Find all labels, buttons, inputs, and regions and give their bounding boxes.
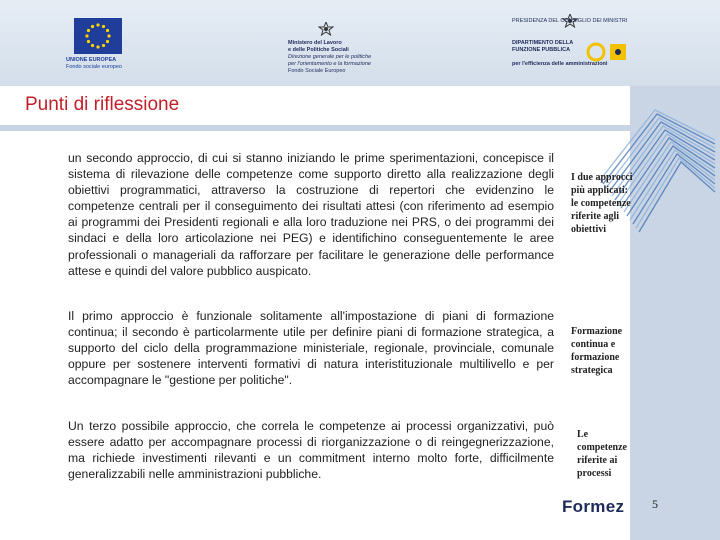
eu-name: UNIONE EUROPEA	[66, 57, 117, 63]
presidency-name: PRESIDENZA DEL CONSIGLIO DEI MINISTRI	[512, 18, 628, 24]
republic-emblem-icon	[318, 22, 334, 36]
title-rule	[0, 125, 630, 131]
eu-star-icon	[87, 29, 90, 32]
page-number: 5	[652, 497, 658, 511]
ministry-line-4: per l'orientamento e la formazione	[288, 61, 371, 67]
header-banner	[0, 0, 720, 86]
eu-caption	[66, 57, 136, 71]
eu-star-icon	[87, 40, 90, 43]
eu-star-icon	[107, 34, 110, 37]
paragraph-1: un secondo approccio, di cui si stanno iniziando le prime sperimentazioni, concepisce il sistema di rilevazione delle competenze come supporto diretto alla realizzazione degli obiettivi programmatici, attraverso la costruzione di repertori che evidenzino le competenze centrali per il conseguimento dei risultati attesi (con riferimento ad esempio ai programmi dei Presidenti regionali e alla loro traduzione nei PRS, o dei programmi dei sindaci e della loro articolazione nei PEG) e identifichino conseguentemente le aree professionali o manageriali da rafforzare per facilitare le generazione delle performance attese e quindi del valore pubblico auspicato.	[68, 151, 554, 278]
eu-star-icon	[106, 29, 109, 32]
department-line-1: DIPARTIMENTO DELLA	[512, 40, 574, 46]
eu-star-icon	[102, 44, 105, 47]
side-note-1: I due approcci più applicati: le competenze riferite agli obiettivi	[571, 172, 633, 235]
eu-star-icon	[96, 23, 99, 26]
side-note-2: Formazione continua e formazione strategica	[571, 326, 623, 376]
ministry-line-1: Ministero del Lavoro	[288, 40, 342, 46]
eu-star-icon	[102, 25, 105, 28]
eu-star-icon	[85, 34, 88, 37]
paragraph-3: Un terzo possibile approccio, che correla le competenze ai processi organizzativi, può essere adatto per accompagnare processi di riorganizzazione o di reingegnerizzazione, ma richiede investimenti rilevanti e un commitment interno molto forte, difficilmente generalizzabili nelle amministrazioni pubbliche.	[68, 419, 554, 482]
eu-star-icon	[96, 45, 99, 48]
eu-star-icon	[91, 44, 94, 47]
formez-logo: Formez	[562, 497, 625, 516]
department-line-2: FUNZIONE PUBBLICA	[512, 47, 571, 53]
paragraph-2: Il primo approccio è funzionale solitamente all'impostazione di piani di formazione continua; il secondo è particolarmente utile per definire piani di formazione strategica, a supporto del ciclo della programmazione ministeriale, regionale, provinciale, comunale oppure per sostenere interventi formativi di natura interistituzionale multilivello e per accompagnare le "gestione per politiche".	[68, 309, 554, 388]
ministry-line-5: Fondo Sociale Europeo	[288, 68, 346, 74]
ministry-caption	[288, 40, 388, 75]
eu-star-icon	[91, 25, 94, 28]
eu-star-icon	[106, 40, 109, 43]
eu-fund: Fondo sociale europeo	[66, 64, 122, 70]
side-note-3: Le competenze riferite ai processi	[577, 429, 627, 479]
ministry-line-2: e delle Politiche Sociali	[288, 47, 349, 53]
ministry-line-3: Direzione generale per le politiche	[288, 54, 372, 60]
slide-title: Punti di riflessione	[25, 94, 180, 115]
efficiency-line: per l'efficienza delle amministrazioni	[512, 61, 608, 67]
eu-flag-icon	[74, 18, 122, 54]
